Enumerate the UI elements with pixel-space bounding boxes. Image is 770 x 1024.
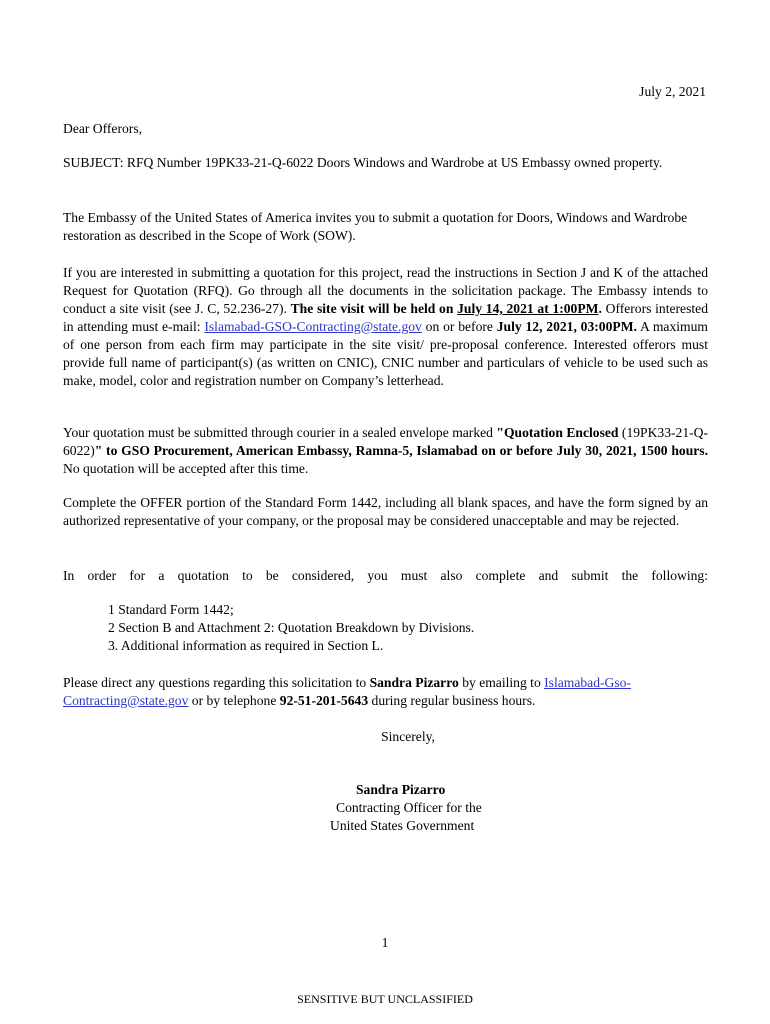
signature-block xyxy=(330,781,482,835)
p3-text-3: No quotation will be accepted after this time. xyxy=(63,461,309,476)
salutation: Dear Offerors, xyxy=(63,121,143,136)
page-number: 1 xyxy=(381,935,389,950)
closing: Sincerely, xyxy=(381,729,435,744)
p2-text-1: If you are interested in submitting a quotation for this project, read the instructions in Section J and K of the attached Request for Quotation (RFQ). Go through all the documents in the solicitation package. The Embassy intends to conduct a site visit (see J. C, 52.236-27). xyxy=(63,265,708,316)
contact-name: Sandra Pizarro xyxy=(369,675,459,690)
paragraph-site-visit xyxy=(63,264,708,390)
list-item: 3. Additional information as required in Section L. xyxy=(108,638,384,653)
registration-deadline: July 12, 2021, 03:00PM. xyxy=(496,319,637,334)
p6-text-1: Please direct any questions regarding this solicitation to xyxy=(63,675,370,690)
subject-line: SUBJECT: RFQ Number 19PK33-21-Q-6022 Doors Windows and Wardrobe at US Embassy owned property. xyxy=(63,155,663,170)
site-visit-date: July 14, 2021 at 1:00PM xyxy=(457,301,599,316)
letter-date: July 2, 2021 xyxy=(639,84,706,99)
p2-text-2: Offerors interested in attending must e-mail: xyxy=(63,301,708,334)
p3-text-2: (19PK33-21-Q-6022) xyxy=(63,425,709,458)
p2-bold-1: The site visit will be held on xyxy=(290,301,458,316)
submission-deadline: " to GSO Procurement, American Embassy, Ramna-5, Islamabad on or before July 30, 2021, 1500 hours. xyxy=(94,443,708,458)
paragraph-submission xyxy=(63,424,708,478)
contact-email-link[interactable]: Islamabad-Gso-Contracting@state.gov xyxy=(63,675,631,708)
gso-email-link[interactable]: Islamabad-GSO-Contracting@state.gov xyxy=(204,319,422,334)
paragraph-offer-form: Complete the OFFER portion of the Standard Form 1442, including all blank spaces, and have the form signed by an authorized representative of your company, or the proposal may be considered unacceptable and may be rejected. xyxy=(63,495,708,528)
signer-title-line-2: United States Government xyxy=(330,818,475,833)
p6-text-2: by emailing to xyxy=(458,675,545,690)
contact-phone: 92-51-201-5643 xyxy=(279,693,369,708)
p3-bold-1: "Quotation Enclosed xyxy=(496,425,619,440)
list-item: 2 Section B and Attachment 2: Quotation Breakdown by Divisions. xyxy=(108,620,475,635)
p2-text-4: A maximum of one person from each firm may participate in the site visit/ pre-proposal conference. Interested offerors must provide full name of participant(s) (as written on CNIC), CNIC number and particulars of vehicle to be used such as make, model, color and registration number on Company’s letterhead. xyxy=(63,319,708,388)
paragraph-invitation: The Embassy of the United States of America invites you to submit a quotation for Doors, Windows and Wardrobe restoration as described in the Scope of Work (SOW). xyxy=(63,210,688,243)
p2-text-3: on or before xyxy=(421,319,497,334)
signer-title-line-1: Contracting Officer for the xyxy=(336,800,482,815)
paragraph-requirements: In order for a quotation to be considered, you must also complete and submit the following: xyxy=(63,568,708,583)
p6-text-4: during regular business hours. xyxy=(368,693,536,708)
requirements-list xyxy=(108,601,474,655)
p2-bold-period: . xyxy=(598,301,602,316)
classification-footer: SENSITIVE BUT UNCLASSIFIED xyxy=(297,992,473,1006)
p6-text-3: or by telephone xyxy=(188,693,280,708)
p3-text-1: Your quotation must be submitted through courier in a sealed envelope marked xyxy=(63,425,497,440)
signer-name: Sandra Pizarro xyxy=(356,782,446,797)
paragraph-questions xyxy=(63,674,708,710)
list-item: 1 Standard Form 1442; xyxy=(108,602,234,617)
